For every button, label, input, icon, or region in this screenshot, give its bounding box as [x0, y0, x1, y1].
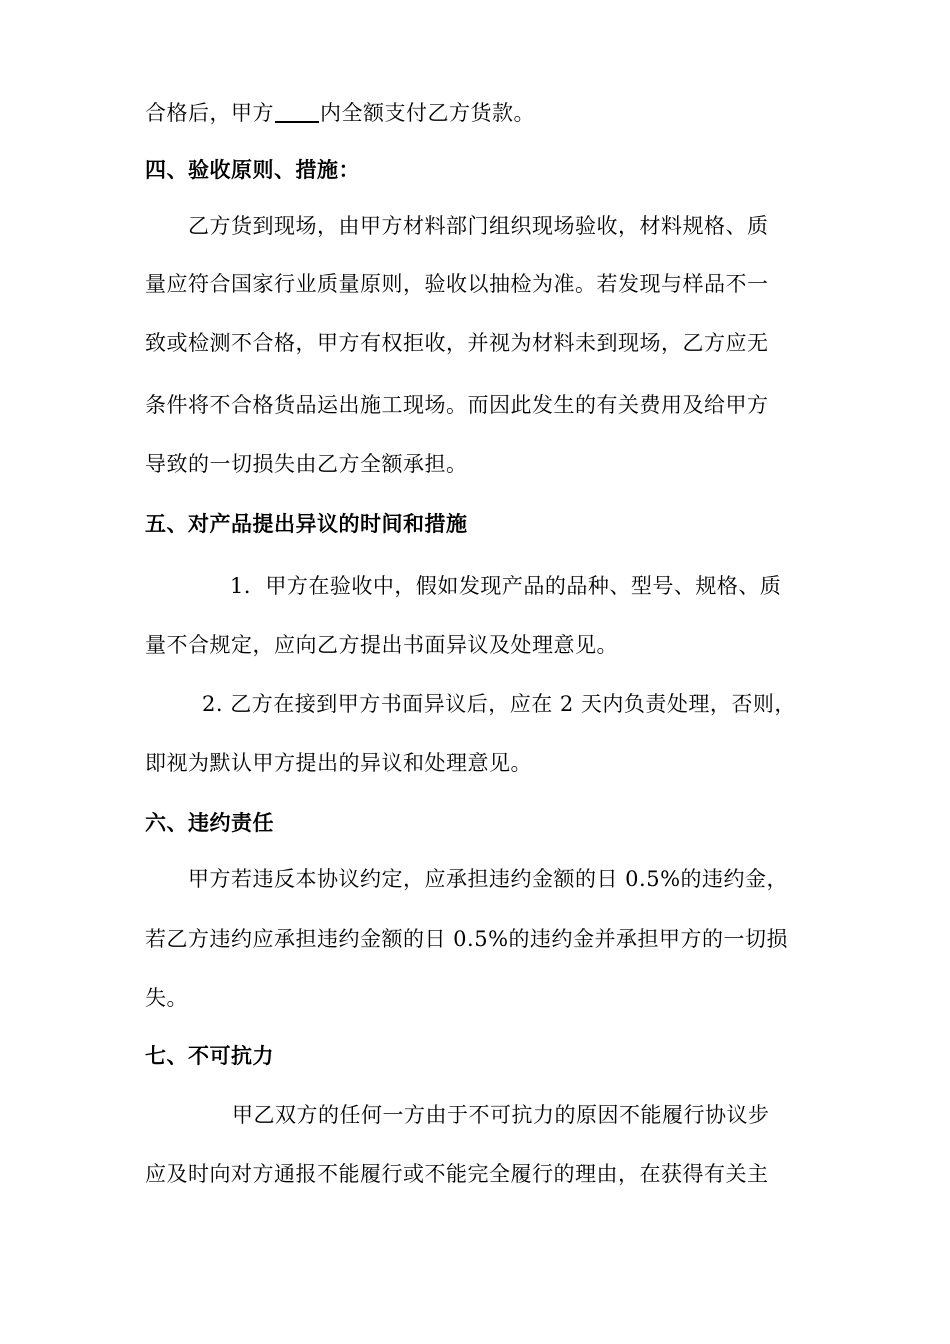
section6-title: 六、违约责任 [145, 810, 274, 835]
section5-line-2: 量不合规定，应向乙方提出书面异议及处理意见。 [145, 633, 618, 657]
section4-line-4: 条件将不合格货品运出施工现场。而因此发生的有关费用及给甲方 [145, 393, 769, 417]
payment-line [145, 98, 535, 128]
payment-line-end: 内全额支付乙方货款。 [320, 101, 535, 125]
section6-line-2: 若乙方违约应承担违约金额的日 0.5%的违约金并承担甲方的一切损 [145, 927, 789, 951]
section6-line-3: 失。 [145, 986, 188, 1010]
section5-title: 五、对产品提出异议的时间和措施 [145, 511, 468, 536]
section4-title: 四、验收原则、措施： [145, 157, 360, 182]
section7-title: 七、不可抗力 [145, 1043, 274, 1068]
section5-line-4: 即视为默认甲方提出的异议和处理意见。 [145, 751, 532, 775]
section4-line-3: 致或检测不合格，甲方有权拒收，并视为材料未到现场，乙方应无 [145, 331, 769, 355]
section4-line-1: 乙方货到现场，由甲方材料部门组织现场验收，材料规格、质 [188, 214, 769, 238]
section4-line-5: 导致的一切损失由乙方全额承担。 [145, 452, 468, 476]
section7-line-1: 甲乙双方的任何一方由于不可抗力的原因不能履行协议步 [232, 1103, 770, 1127]
section6-line-1: 甲方若违反本协议约定，应承担违约金额的日 0.5%的违约金， [188, 867, 789, 891]
payment-days-blank [275, 101, 319, 123]
section4-line-2: 量应符合国家行业质量原则，验收以抽检为准。若发现与样品不一 [145, 272, 769, 296]
section5-line-3: 2. 乙方在接到甲方书面异议后，应在 2 天内负责处理，否则， [202, 692, 796, 716]
section5-line-1: 1．甲方在验收中，假如发现产品的品种、型号、规格、质 [230, 574, 782, 598]
section7-line-2: 应及时向对方通报不能履行或不能完全履行的理由，在获得有关主 [145, 1162, 769, 1186]
payment-line-start: 合格后，甲方 [145, 101, 274, 125]
